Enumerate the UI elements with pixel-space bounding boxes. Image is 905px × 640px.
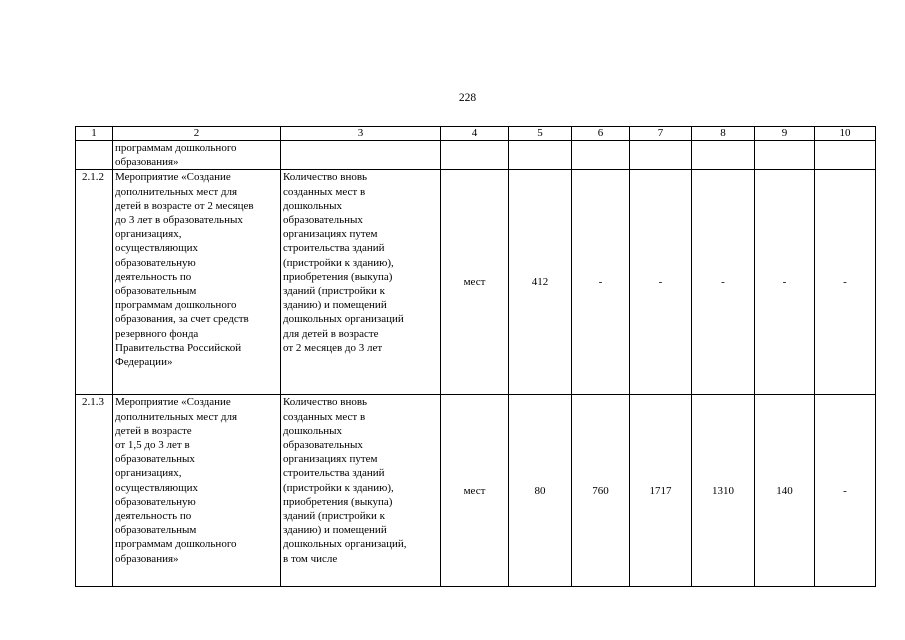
unit-cell: мест — [441, 170, 509, 395]
text-line: строительства зданий — [283, 467, 385, 480]
text-line: образования, за счет средств — [115, 313, 249, 326]
value-cell: 140 — [755, 395, 815, 587]
name-cell — [113, 141, 281, 170]
text-line: осуществляющих — [115, 481, 198, 494]
indicator-cell — [281, 395, 441, 587]
text-line: дополнительных мест для — [115, 410, 238, 423]
text-line: программам дошкольного — [115, 538, 237, 551]
text-line: образовательных — [283, 439, 363, 452]
value-cell: 80 — [509, 395, 572, 587]
text-line: программам дошкольного — [115, 299, 237, 312]
text-line: деятельность по — [115, 510, 192, 523]
text-line: организациях, — [115, 228, 182, 241]
text-line: образовательным — [115, 285, 197, 298]
text-line: строительства зданий — [283, 242, 385, 255]
text-line: приобретения (выкупа) — [283, 495, 393, 508]
text-line: образовательным — [115, 524, 197, 537]
header-cell: 2 — [113, 127, 281, 141]
text-line: (пристройки к зданию), — [283, 256, 394, 269]
text-line: образовательную — [115, 256, 196, 269]
text-line: до 3 лет в образовательных — [115, 214, 243, 227]
text-line: детей в возрасте от 2 месяцев — [115, 199, 254, 212]
text-line: Количество вновь — [283, 171, 368, 184]
text-line: Правительства Российской — [115, 341, 242, 354]
value-cell — [509, 141, 572, 170]
value-cell: 760 — [572, 395, 630, 587]
indicators-table — [75, 126, 876, 587]
value-cell — [692, 141, 755, 170]
text-line: образования» — [115, 552, 179, 565]
text-line: Мероприятие «Создание — [115, 396, 231, 409]
value-cell: 412 — [509, 170, 572, 395]
text-line: резервного фонда — [115, 327, 199, 340]
value-cell — [572, 141, 630, 170]
text-line: образовательных — [115, 453, 195, 466]
text-line: детей в возрасте — [115, 424, 192, 437]
text-line: от 2 месяцев до 3 лет — [283, 341, 383, 354]
text-line: организациях путем — [283, 228, 378, 241]
text-line: образования» — [115, 156, 179, 169]
name-cell — [113, 395, 281, 587]
page-number: 228 — [458, 92, 477, 104]
code-cell — [76, 141, 113, 170]
value-cell — [815, 141, 876, 170]
text-line: дошкольных организаций, — [283, 538, 407, 551]
text-line: осуществляющих — [115, 242, 198, 255]
text-line: дошкольных — [283, 199, 342, 212]
header-cell: 6 — [572, 127, 630, 141]
text-line: Федерации» — [115, 356, 173, 369]
value-cell: - — [815, 395, 876, 587]
code-cell: 2.1.2 — [76, 170, 113, 395]
text-line: программам дошкольного — [115, 142, 237, 154]
unit-cell — [441, 141, 509, 170]
value-cell: - — [755, 170, 815, 395]
value-cell: - — [572, 170, 630, 395]
header-cell: 8 — [692, 127, 755, 141]
value-cell: 1717 — [630, 395, 692, 587]
text-line: деятельность по — [115, 270, 192, 283]
text-line: организациях, — [115, 467, 182, 480]
header-cell: 1 — [76, 127, 113, 141]
header-cell: 4 — [441, 127, 509, 141]
text-line: дополнительных мест для — [115, 185, 238, 198]
value-cell: 1310 — [692, 395, 755, 587]
value-cell — [630, 141, 692, 170]
unit-cell: мест — [441, 395, 509, 587]
value-cell: - — [815, 170, 876, 395]
text-line: зданию) и помещений — [283, 299, 387, 312]
value-cell: - — [692, 170, 755, 395]
column-number-header-row — [76, 127, 876, 141]
text-line: зданий (пристройки к — [283, 285, 386, 298]
indicator-cell — [281, 170, 441, 395]
text-line: от 1,5 до 3 лет в — [115, 439, 190, 452]
text-line: созданных мест в — [283, 410, 366, 423]
table-row-2-1-3 — [76, 395, 876, 587]
header-cell: 3 — [281, 127, 441, 141]
text-line: в том числе — [283, 552, 338, 565]
table-row-2-1-2 — [76, 170, 876, 395]
text-line: созданных мест в — [283, 185, 366, 198]
header-cell: 7 — [630, 127, 692, 141]
header-cell: 5 — [509, 127, 572, 141]
indicator-cell — [281, 141, 441, 170]
name-cell — [113, 170, 281, 395]
text-line: Количество вновь — [283, 396, 368, 409]
continuation-row — [76, 141, 876, 170]
text-line: образовательных — [283, 214, 363, 227]
header-cell: 9 — [755, 127, 815, 141]
text-line: дошкольных — [283, 424, 342, 437]
text-line: зданий (пристройки к — [283, 510, 386, 523]
header-cell: 10 — [815, 127, 876, 141]
text-line: Мероприятие «Создание — [115, 171, 231, 184]
value-cell — [755, 141, 815, 170]
text-line: организациях путем — [283, 453, 378, 466]
text-line: дошкольных организаций — [283, 313, 404, 326]
text-line: приобретения (выкупа) — [283, 270, 393, 283]
text-line: образовательную — [115, 495, 196, 508]
value-cell: - — [630, 170, 692, 395]
code-cell: 2.1.3 — [76, 395, 113, 587]
text-line: (пристройки к зданию), — [283, 481, 394, 494]
text-line: для детей в возрасте — [283, 327, 379, 340]
text-line: зданию) и помещений — [283, 524, 387, 537]
